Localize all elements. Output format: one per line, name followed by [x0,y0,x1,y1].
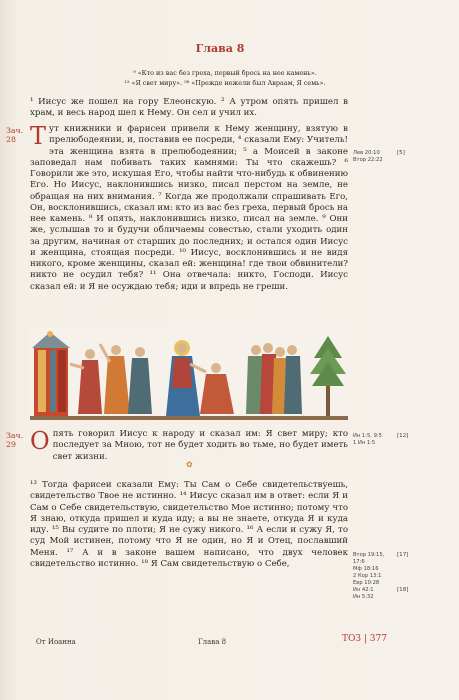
zachalo-marker: Зач. 28 [6,126,24,144]
drop-cap: О [30,427,50,455]
verse-paragraph: ¹³ Тогда фарисеи сказали Ему: Ты Сам о Себе свидетельствуешь, свидетельство Твое не истинно. ¹⁴ Иисус сказал им в ответ: если Я и Сам о Себе свидетельствую, свидетельство Мое истинно; потому что Я знаю, откуда пришел и куда иду; а вы не знаете, откуда Я и куда иду. ¹⁵ Вы судите по плоти; Я не сужу никого. ¹⁶ А если и сужу Я, то суд Мой истинен, потому что Я не один, но Я и Отец, пославший Меня. ¹⁷ А и в законе вашем написано, что двух человек свидетельство истинно. ¹⁸ Я Сам свидетельствую о Себе, [30,480,348,569]
verse-paragraph [30,124,348,293]
chapter-title: Глава 8 [195,42,245,55]
paragraph-text: пять говорил Иисус к народу и сказал им: Я свет миру; кто последует за Мною, тот не будет ходить во тьме, но будет иметь свет жизни. [52,429,348,462]
footer-book: От Иоанна [36,638,76,646]
verse-paragraph: ¹ Иисус же пошел на гору Елеонскую. ² А утром опять пришел в храм, и весь народ шел к Нему. Он сел и учил их. [30,97,348,119]
margin-verse-number: [17] [18] [397,552,409,593]
temple-icon [32,331,70,416]
ornament-icon: ✿ [186,460,193,469]
epigraph-line: ¹² «Я свет миру». ⁵⁸ «Прежде нежели был Авраам, Я семь». [124,79,326,87]
epigraph-line: ⁹ «Кто из вас без греха, первый брось на нее камень». [133,69,317,77]
footer-page-number: ТОЗ | 377 [342,634,387,644]
paragraph-text: ут книжники и фарисеи привели к Нему женщину, взятую в прелюбодеянии, и, поставив ее посреди, ⁴ сказали Ему: Учитель! эта женщина взята в прелюбодеянии; ⁵ а Моисей в законе заповедал нам побивать таких камнями: Ты что скажешь? ⁶ Говорили же это, искушая Его, чтобы найти что-нибудь к обвинению Его. Но Иисус, наклонившись низко, писал перстом на земле, не обращая на них внимания. ⁷ Когда же продолжали спрашивать Его, Он, восклонившись, сказал им: кто из вас без греха, первый брось на нее камень. ⁸ И опять, наклонившись низко, писал на земле. ⁹ Они же, услышав то и будучи обличаемы совестью, стали уходить один за другим, начиная от старших до последних; и остался один Иисус и женщина, стоящая посреди. ¹⁰ Иисус, восклонившись и не видя никого, кроме женщины, сказал ей: женщина! где твои обвинители? никто не осудил тебя? ¹¹ Она отвечала: никто, Господи. Иисус сказал ей: и Я не осуждаю тебя; иди и впредь не греши. [30,124,348,292]
margin-reference: Лев 20:10 Втор 22:22 [353,150,383,163]
zachalo-marker: Зач. 29 [6,431,24,449]
verse-paragraph [30,429,348,463]
margin-verse-number: [12] [397,433,409,439]
margin-verse-number: [5] [397,150,405,156]
margin-reference: Втор 19:15, 17:6 Мф 18:16 2 Кор 13:1 Евр 10:28 Ин 42:1 Ин 5:32 [353,552,385,600]
epigraph [60,68,390,88]
icon-illustration [30,328,348,420]
drop-cap: Т [30,122,47,150]
footer-chapter: Глава 8 [198,638,227,646]
margin-reference: Ин 1:5, 9:5 1 Ин 1:5 [353,433,382,446]
